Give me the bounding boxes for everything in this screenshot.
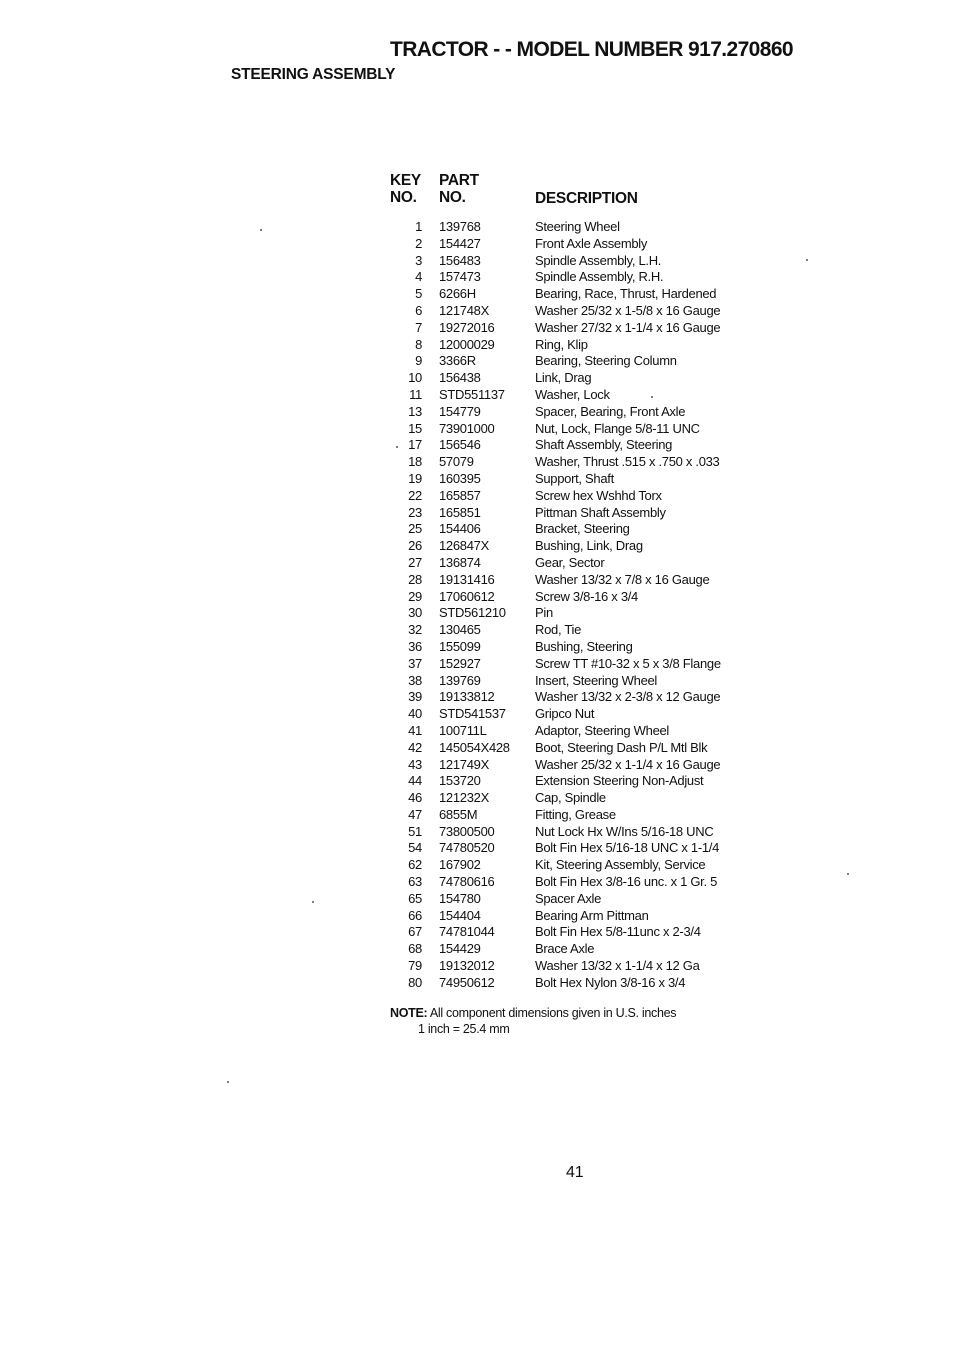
- part-description: Bolt Fin Hex 5/8-11unc x 2-3/4: [535, 924, 701, 940]
- key-number: 32: [408, 622, 422, 638]
- part-row: [380, 840, 721, 857]
- part-row: [380, 253, 721, 270]
- part-number: 145054X428: [439, 739, 510, 755]
- key-number: 11: [409, 386, 422, 402]
- part-number: 157473: [439, 269, 481, 285]
- key-number: 18: [408, 454, 422, 470]
- part-row: [380, 269, 721, 286]
- part-row: [380, 673, 721, 690]
- part-description: Bushing, Steering: [535, 638, 633, 654]
- part-number: 165857: [439, 487, 481, 503]
- key-number: 54: [408, 840, 422, 856]
- part-number: 57079: [439, 454, 474, 470]
- page-number: 41: [566, 1164, 584, 1181]
- key-number: 29: [408, 588, 422, 604]
- part-row: [380, 538, 721, 555]
- part-number: 19133812: [439, 689, 495, 705]
- part-description: Ring, Klip: [535, 336, 588, 352]
- part-description: Adaptor, Steering Wheel: [535, 722, 670, 738]
- part-row: [380, 286, 721, 303]
- part-row: [380, 773, 721, 790]
- part-description: Brace Axle: [535, 941, 595, 957]
- key-number: 38: [408, 672, 422, 688]
- part-number: 17060612: [439, 588, 495, 604]
- part-row: [380, 471, 721, 488]
- part-row: [380, 857, 721, 874]
- scan-speck: [396, 446, 398, 448]
- key-number: 80: [408, 974, 422, 990]
- part-header-line1: PART: [439, 172, 479, 189]
- scan-speck: [806, 259, 808, 261]
- part-number: 74780616: [439, 874, 495, 890]
- key-number: 4: [415, 269, 422, 285]
- key-number: 10: [408, 370, 422, 386]
- key-number: 27: [408, 554, 422, 570]
- part-description: Nut Lock Hx W/Ins 5/16-18 UNC: [535, 823, 714, 839]
- part-description: Bearing Arm Pittman: [535, 907, 649, 923]
- key-number: 65: [408, 890, 422, 906]
- part-number: 155099: [439, 638, 481, 654]
- part-description: Support, Shaft: [535, 470, 614, 486]
- part-row: [380, 824, 721, 841]
- key-no-column-header: [390, 172, 421, 206]
- part-number: 154406: [439, 521, 481, 537]
- key-number: 43: [408, 756, 422, 772]
- part-description: Washer, Lock: [535, 386, 610, 402]
- note-label: NOTE:: [390, 1006, 428, 1020]
- part-number: 3366R: [439, 353, 476, 369]
- part-row: [380, 303, 721, 320]
- part-row: [380, 337, 721, 354]
- part-row: [380, 908, 721, 925]
- part-number: 139769: [439, 672, 481, 688]
- key-header-line1: KEY: [390, 172, 421, 189]
- part-row: [380, 790, 721, 807]
- part-number: 156546: [439, 437, 481, 453]
- part-description: Spindle Assembly, R.H.: [535, 269, 664, 285]
- part-description: Screw hex Wshhd Torx: [535, 487, 662, 503]
- note-text: All component dimensions given in U.S. inches: [429, 1006, 677, 1020]
- section-title: STEERING ASSEMBLY: [231, 66, 396, 83]
- key-number: 62: [408, 857, 422, 873]
- dimensions-note: [390, 1005, 676, 1037]
- part-number: 152927: [439, 655, 481, 671]
- part-row: [380, 353, 721, 370]
- part-number: 74780520: [439, 840, 495, 856]
- key-number: 30: [408, 605, 422, 621]
- key-number: 22: [408, 487, 422, 503]
- part-description: Spacer, Bearing, Front Axle: [535, 403, 686, 419]
- part-description: Gripco Nut: [535, 706, 595, 722]
- part-row: [380, 757, 721, 774]
- part-number: 100711L: [439, 722, 487, 738]
- part-row: [380, 320, 721, 337]
- key-number: 41: [408, 722, 422, 738]
- key-number: 15: [408, 420, 422, 436]
- part-number: 121232X: [439, 790, 489, 806]
- part-description: Gear, Sector: [535, 554, 605, 570]
- part-description: Spindle Assembly, L.H.: [535, 252, 662, 268]
- part-description: Bushing, Link, Drag: [535, 538, 643, 554]
- part-row: [380, 891, 721, 908]
- part-description: Washer 25/32 x 1-5/8 x 16 Gauge: [535, 302, 721, 318]
- part-row: [380, 723, 721, 740]
- part-description: Link, Drag: [535, 370, 592, 386]
- part-description: Cap, Spindle: [535, 790, 606, 806]
- part-row: [380, 454, 721, 471]
- part-row: [380, 437, 721, 454]
- scan-speck: [847, 873, 849, 875]
- key-number: 40: [408, 706, 422, 722]
- part-number: 154404: [439, 907, 481, 923]
- part-row: [380, 874, 721, 891]
- part-description: Washer 13/32 x 1-1/4 x 12 Ga: [535, 958, 700, 974]
- part-number: 167902: [439, 857, 481, 873]
- key-number: 23: [408, 504, 422, 520]
- key-number: 47: [408, 806, 422, 822]
- part-number: 154427: [439, 235, 481, 251]
- part-row: [380, 605, 721, 622]
- part-number: 19131416: [439, 571, 495, 587]
- key-number: 1: [415, 219, 422, 234]
- part-number: 121748X: [439, 302, 489, 318]
- part-number: 154779: [439, 403, 481, 419]
- part-description: Steering Wheel: [535, 219, 620, 234]
- part-description: Front Axle Assembly: [535, 235, 648, 251]
- part-description: Bearing, Race, Thrust, Hardened: [535, 286, 717, 302]
- key-number: 8: [415, 336, 422, 352]
- part-row: [380, 589, 721, 606]
- key-number: 28: [408, 571, 422, 587]
- part-description: Insert, Steering Wheel: [535, 672, 658, 688]
- part-number: 130465: [439, 622, 481, 638]
- parts-list-body: [380, 219, 721, 992]
- key-number: 3: [415, 252, 422, 268]
- key-number: 79: [408, 958, 422, 974]
- part-number: 156483: [439, 252, 481, 268]
- part-description: Bolt Hex Nylon 3/8-16 x 3/4: [535, 974, 686, 990]
- part-number: 126847X: [439, 538, 489, 554]
- scan-speck: [312, 901, 314, 903]
- key-number: 19: [408, 470, 422, 486]
- key-number: 36: [408, 638, 422, 654]
- part-description: Washer 25/32 x 1-1/4 x 16 Gauge: [535, 756, 721, 772]
- part-row: [380, 521, 721, 538]
- key-number: 66: [408, 907, 422, 923]
- part-row: [380, 421, 721, 438]
- part-number: 74781044: [439, 924, 495, 940]
- part-row: [380, 370, 721, 387]
- key-number: 2: [415, 235, 422, 251]
- part-row: [380, 958, 721, 975]
- part-description: Bolt Fin Hex 3/8-16 unc. x 1 Gr. 5: [535, 874, 718, 890]
- part-description: Shaft Assembly, Steering: [535, 437, 673, 453]
- description-column-header: DESCRIPTION: [535, 190, 638, 207]
- part-row: [380, 975, 721, 992]
- part-number: 154780: [439, 890, 481, 906]
- part-row: [380, 706, 721, 723]
- part-row: [380, 807, 721, 824]
- part-number: 19132012: [439, 958, 495, 974]
- key-number: 5: [415, 286, 422, 302]
- part-description: Washer 13/32 x 7/8 x 16 Gauge: [535, 571, 710, 587]
- part-number: 12000029: [439, 336, 495, 352]
- part-description: Fitting, Grease: [535, 806, 616, 822]
- part-description: Bracket, Steering: [535, 521, 630, 537]
- key-number: 39: [408, 689, 422, 705]
- part-number: 154429: [439, 941, 481, 957]
- key-number: 13: [408, 403, 422, 419]
- part-description: Pin: [535, 605, 553, 621]
- part-row: [380, 555, 721, 572]
- part-row: [380, 941, 721, 958]
- part-row: [380, 236, 721, 253]
- key-header-line2: NO.: [390, 189, 417, 206]
- part-description: Screw 3/8-16 x 3/4: [535, 588, 638, 604]
- part-number: 160395: [439, 470, 481, 486]
- part-row: [380, 505, 721, 522]
- scan-speck: [260, 229, 262, 231]
- part-description: Kit, Steering Assembly, Service: [535, 857, 706, 873]
- part-number: 139768: [439, 219, 481, 234]
- key-number: 17: [408, 437, 422, 453]
- scan-speck: [651, 396, 653, 398]
- parts-list-table: [380, 219, 721, 992]
- key-number: 42: [408, 739, 422, 755]
- part-row: [380, 622, 721, 639]
- part-number: 121749X: [439, 756, 489, 772]
- part-description: Pittman Shaft Assembly: [535, 504, 666, 520]
- part-number: 153720: [439, 773, 481, 789]
- key-number: 26: [408, 538, 422, 554]
- part-row: [380, 740, 721, 757]
- part-description: Boot, Steering Dash P/L Mtl Blk: [535, 739, 708, 755]
- part-description: Bearing, Steering Column: [535, 353, 677, 369]
- part-row: [380, 656, 721, 673]
- part-row: [380, 689, 721, 706]
- part-no-column-header: [439, 172, 479, 206]
- part-number: 6855M: [439, 806, 478, 822]
- part-number: 19272016: [439, 319, 495, 335]
- key-number: 6: [415, 302, 422, 318]
- part-row: [380, 404, 721, 421]
- key-number: 51: [408, 823, 422, 839]
- part-row: [380, 488, 721, 505]
- part-description: Washer 27/32 x 1-1/4 x 16 Gauge: [535, 319, 721, 335]
- part-number: STD561210: [439, 605, 506, 621]
- part-description: Bolt Fin Hex 5/16-18 UNC x 1-1/4: [535, 840, 720, 856]
- part-description: Washer, Thrust .515 x .750 x .033: [535, 454, 720, 470]
- part-number: STD551137: [439, 386, 505, 402]
- part-description: Washer 13/32 x 2-3/8 x 12 Gauge: [535, 689, 721, 705]
- key-number: 63: [408, 874, 422, 890]
- part-number: 136874: [439, 554, 481, 570]
- part-row: [380, 219, 721, 236]
- part-row: [380, 639, 721, 656]
- part-description: Nut, Lock, Flange 5/8-11 UNC: [535, 420, 700, 436]
- key-number: 7: [415, 319, 422, 335]
- part-number: 73800500: [439, 823, 495, 839]
- part-row: [380, 924, 721, 941]
- unit-conversion: 1 inch = 25.4 mm: [418, 1022, 510, 1036]
- part-row: [380, 387, 721, 404]
- part-number: 73901000: [439, 420, 495, 436]
- part-header-line2: NO.: [439, 189, 466, 206]
- scan-speck: [227, 1081, 229, 1083]
- key-number: 67: [408, 924, 422, 940]
- part-number: 165851: [439, 504, 481, 520]
- part-number: 156438: [439, 370, 481, 386]
- key-number: 9: [415, 353, 422, 369]
- part-number: 74950612: [439, 974, 495, 990]
- key-number: 25: [408, 521, 422, 537]
- part-number: 6266H: [439, 286, 476, 302]
- key-number: 37: [408, 655, 422, 671]
- part-description: Screw TT #10-32 x 5 x 3/8 Flange: [535, 655, 721, 671]
- page-title: TRACTOR - - MODEL NUMBER 917.270860: [390, 38, 793, 61]
- part-description: Rod, Tie: [535, 622, 582, 638]
- part-row: [380, 572, 721, 589]
- part-description: Extension Steering Non-Adjust: [535, 773, 704, 789]
- part-number: STD541537: [439, 706, 506, 722]
- part-description: Spacer Axle: [535, 890, 602, 906]
- key-number: 44: [408, 773, 422, 789]
- key-number: 68: [408, 941, 422, 957]
- key-number: 46: [408, 790, 422, 806]
